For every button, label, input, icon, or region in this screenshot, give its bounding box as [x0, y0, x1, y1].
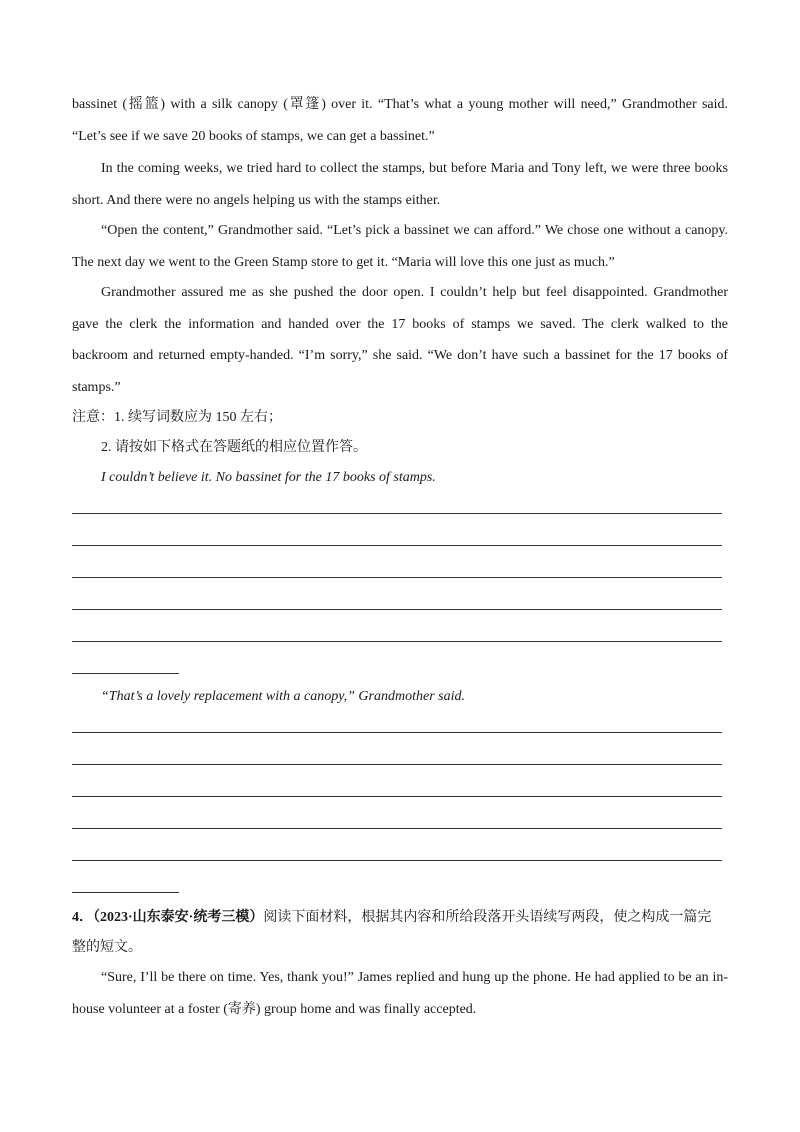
story-paragraph-2-line-1: In the coming weeks, we tried hard to collect the stamps, but before Maria and Tony left, we were three books — [101, 161, 728, 176]
answer-line — [72, 860, 722, 861]
question-4-paragraph-line-1: “Sure, I’ll be there on time. Yes, thank you!” James replied and hung up the phone. He had applied to be an in- — [101, 970, 728, 985]
note-word-count: 注意：1. 续写词数应为 150 左右； — [72, 410, 282, 425]
story-paragraph-1-line-1: bassinet (摇篮) with a silk canopy (罩篷) over it. “That’s what a young mother will need,” Grandmother said. — [72, 97, 728, 112]
answer-line — [72, 609, 722, 610]
question-source: （2023·山东泰安·统考三模） — [93, 910, 264, 925]
question-number: 4． — [72, 910, 93, 925]
answer-line — [72, 545, 722, 546]
answer-line — [72, 641, 722, 642]
answer-line — [72, 764, 722, 765]
story-paragraph-4-line-2: gave the clerk the information and handed over the 17 books of stamps we saved. The clerk walked to the — [72, 317, 728, 332]
story-paragraph-4-line-1: Grandmother assured me as she pushed the door open. I couldn’t help but feel disappointed. Grandmother — [101, 285, 728, 300]
question-instruction: 阅读下面材料，根据其内容和所给段落开头语续写两段，使之构成一篇完 — [263, 910, 712, 925]
question-4-instruction-line-2: 整的短文。 — [72, 940, 142, 955]
answer-line — [72, 732, 722, 733]
answer-line — [72, 796, 722, 797]
answer-line-short — [72, 673, 179, 674]
answer-line — [72, 828, 722, 829]
story-paragraph-1-line-2: “Let’s see if we save 20 books of stamps, we can get a bassinet.” — [72, 129, 435, 144]
question-4-header — [72, 908, 728, 928]
story-paragraph-3-line-1: “Open the content,” Grandmother said. “Let’s pick a bassinet we can afford.” We chose one without a canopy. — [101, 223, 728, 238]
continuation-prompt-1: I couldn’t believe it. No bassinet for the 17 books of stamps. — [101, 470, 436, 485]
answer-line-short — [72, 892, 179, 893]
question-4-paragraph-line-2: house volunteer at a foster (寄养) group home and was finally accepted. — [72, 1002, 477, 1017]
story-paragraph-4-line-3: backroom and returned empty-handed. “I’m sorry,” she said. “We don’t have such a bassinet for the 17 books of — [72, 348, 728, 363]
note-answer-format: 2. 请按如下格式在答题纸的相应位置作答。 — [101, 440, 367, 455]
answer-line — [72, 513, 722, 514]
answer-line — [72, 577, 722, 578]
story-paragraph-4-line-4: stamps.” — [72, 380, 121, 395]
story-paragraph-3-line-2: The next day we went to the Green Stamp store to get it. “Maria will love this one just as much.” — [72, 255, 615, 270]
continuation-prompt-2: “That’s a lovely replacement with a canopy,” Grandmother said. — [101, 689, 465, 704]
story-paragraph-2-line-2: short. And there were no angels helping us with the stamps either. — [72, 193, 441, 208]
